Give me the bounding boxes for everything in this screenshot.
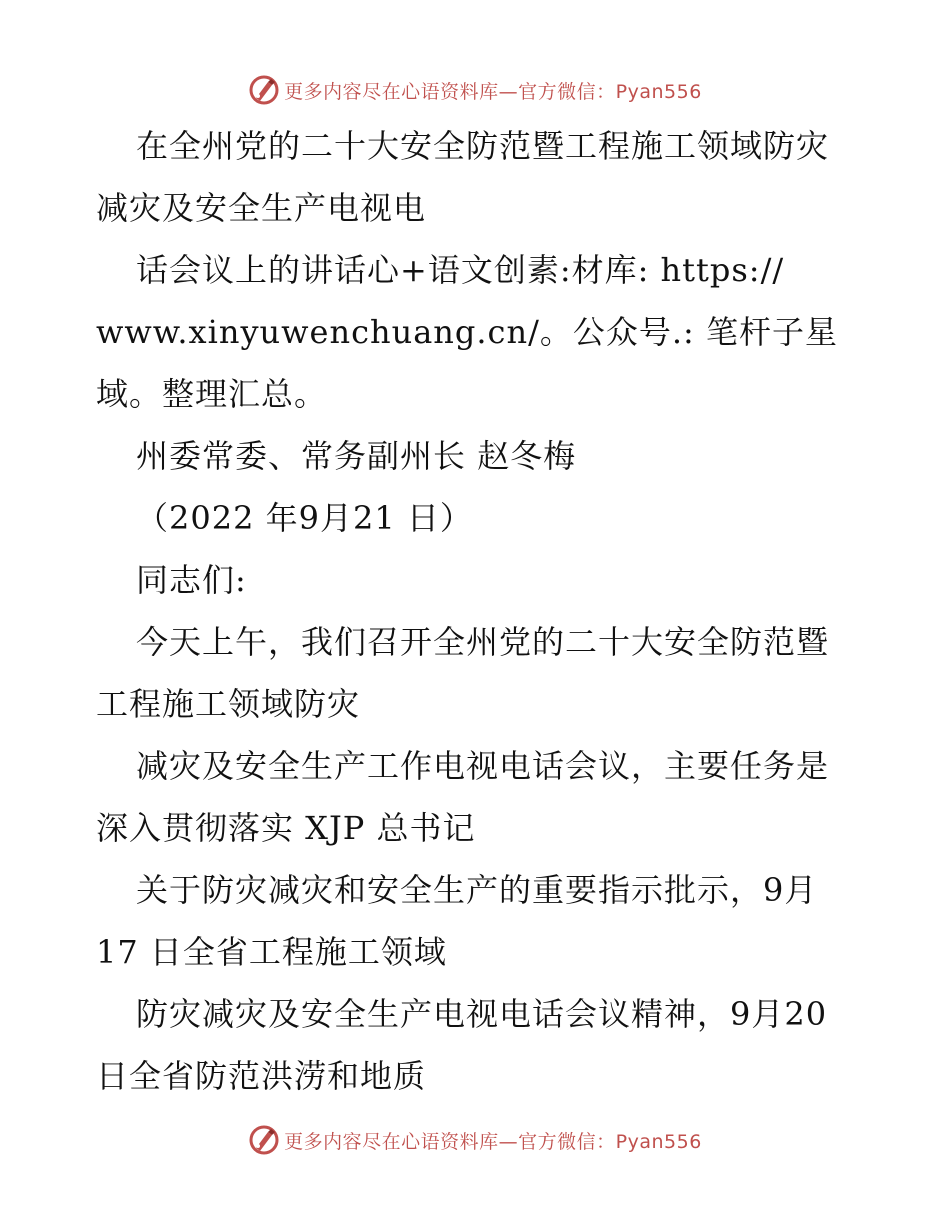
- banner-text: 更多内容尽在心语资料库—官方微信：Pyan556: [284, 80, 702, 103]
- text-line: 减灾及安全生产电视电: [96, 189, 427, 227]
- pen-seal-icon: [248, 1124, 280, 1156]
- text-line: 日全省防范洪涝和地质: [96, 1057, 427, 1095]
- text-line: 深入贯彻落实 XJP 总书记: [96, 809, 476, 847]
- text-line: 域。整理汇总。: [96, 375, 328, 413]
- text-line: 17 日全省工程施工领域: [96, 933, 447, 971]
- text-line: 同志们:: [136, 561, 247, 599]
- banner-text: 更多内容尽在心语资料库—官方微信：Pyan556: [284, 1130, 702, 1153]
- text-line: （2022 年9月21 日）: [136, 499, 473, 537]
- text-line: 话会议上的讲话心+语文创素:材库: https://: [136, 251, 785, 289]
- text-line: 州委常委、常务副州长 赵冬梅: [136, 437, 577, 475]
- pen-seal-icon: [248, 74, 280, 106]
- text-line: 在全州党的二十大安全防范暨工程施工领域防灾: [136, 127, 830, 165]
- text-line: 减灾及安全生产工作电视电话会议，主要任务是: [136, 747, 830, 785]
- text-line: 今天上午，我们召开全州党的二十大安全防范暨: [136, 623, 830, 661]
- header-banner: [0, 70, 950, 110]
- text-line: 防灾减灾及安全生产电视电话会议精神，9月20: [136, 995, 828, 1033]
- text-line: 关于防灾减灾和安全生产的重要指示批示，9月: [136, 871, 818, 909]
- text-line: 工程施工领域防灾: [96, 685, 361, 723]
- text-line: www.xinyuwenchuang.cn/。公众号.: 笔杆子星: [96, 313, 838, 351]
- footer-banner: [0, 1120, 950, 1160]
